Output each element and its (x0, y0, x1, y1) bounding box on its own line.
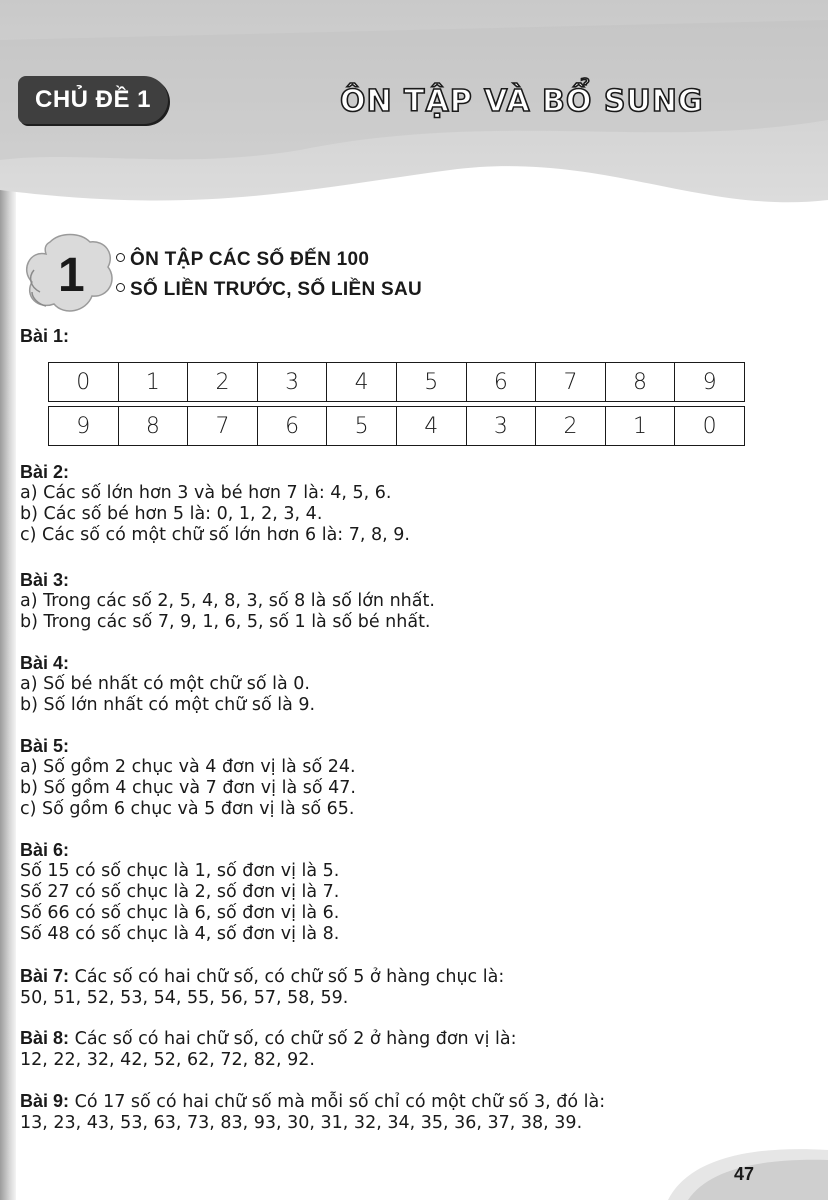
bai6-line: Số 15 có số chục là 1, số đơn vị là 5. (20, 861, 340, 881)
bai5-section (20, 736, 810, 820)
bai9-line-1 (20, 1091, 810, 1113)
bai5-label: Bài 5: (20, 736, 70, 756)
bai4-line: b) Số lớn nhất có một chữ số là 9. (20, 695, 316, 715)
number-cell: 0 (48, 362, 119, 402)
bai6-line: Số 48 có số chục là 4, số đơn vị là 8. (20, 924, 340, 944)
bai2-section (20, 462, 810, 546)
bai2-line: c) Các số có một chữ số lớn hơn 6 là: 7, 8, 9. (20, 525, 410, 545)
number-cell: 3 (467, 406, 537, 446)
lesson-title-1-text: ÔN TẬP CÁC SỐ ĐẾN 100 (130, 249, 370, 270)
number-cell: 7 (188, 406, 258, 446)
number-cell: 2 (188, 362, 258, 402)
number-cell: 7 (536, 362, 606, 402)
bai6-section (20, 840, 810, 945)
bai2-label: Bài 2: (20, 462, 70, 482)
number-cell: 3 (258, 362, 328, 402)
bai2-line: b) Các số bé hơn 5 là: 0, 1, 2, 3, 4. (20, 504, 323, 524)
number-cell: 9 (48, 406, 119, 446)
number-cell: 0 (675, 406, 745, 446)
lesson-title-1 (116, 249, 369, 271)
bai5-line: b) Số gồm 4 chục và 7 đơn vị là số 47. (20, 778, 356, 798)
bullet-circle-icon (116, 253, 125, 262)
bai7-label: Bài 7: (20, 966, 70, 986)
bai9-label: Bài 9: (20, 1091, 70, 1111)
bai7-section (20, 966, 810, 1009)
page-number: 47 (734, 1164, 755, 1184)
number-cell: 8 (606, 362, 676, 402)
number-cell: 4 (397, 406, 467, 446)
number-cell: 9 (675, 362, 745, 402)
bai8-label: Bài 8: (20, 1028, 70, 1048)
number-cell: 5 (397, 362, 467, 402)
bullet-circle-icon (116, 283, 125, 292)
bai9-line-2: 13, 23, 43, 53, 63, 73, 83, 93, 30, 31, 32, 34, 35, 36, 37, 38, 39. (20, 1113, 583, 1133)
bai6-line: Số 27 có số chục là 2, số đơn vị là 7. (20, 882, 340, 902)
chapter-title: ÔN TẬP VÀ BỔ SUNG (340, 84, 704, 119)
bai3-section (20, 570, 810, 633)
bai9-section (20, 1091, 810, 1134)
bai3-line: b) Trong các số 7, 9, 1, 6, 5, số 1 là số bé nhất. (20, 612, 431, 632)
bai8-text: Các số có hai chữ số, có chữ số 2 ở hàng đơn vị là: (69, 1029, 517, 1049)
number-cell: 6 (467, 362, 537, 402)
number-cell: 2 (536, 406, 606, 446)
number-cell: 1 (606, 406, 676, 446)
bai1-label: Bài 1: (20, 326, 70, 346)
bai7-text: Các số có hai chữ số, có chữ số 5 ở hàng chục là: (69, 967, 505, 987)
bai4-label: Bài 4: (20, 653, 70, 673)
topic-badge: CHỦ ĐỀ 1 (18, 76, 168, 124)
number-cell: 6 (258, 406, 328, 446)
bai4-line: a) Số bé nhất có một chữ số là 0. (20, 674, 310, 694)
number-cell: 8 (119, 406, 189, 446)
number-cell: 4 (327, 362, 397, 402)
lesson-title-2-text: SỐ LIỀN TRƯỚC, SỐ LIỀN SAU (130, 279, 423, 300)
number-row-descending (48, 406, 745, 446)
number-row-ascending (48, 362, 745, 402)
number-cell: 1 (119, 362, 189, 402)
bai6-line: Số 66 có số chục là 6, số đơn vị là 6. (20, 903, 340, 923)
bai6-label: Bài 6: (20, 840, 70, 860)
bai5-line: a) Số gồm 2 chục và 4 đơn vị là số 24. (20, 757, 356, 777)
bai8-line-2: 12, 22, 32, 42, 52, 62, 72, 82, 92. (20, 1050, 315, 1070)
bai9-text: Có 17 số có hai chữ số mà mỗi số chỉ có một chữ số 3, đó là: (69, 1092, 606, 1112)
bai7-line-1 (20, 966, 810, 988)
bai3-line: a) Trong các số 2, 5, 4, 8, 3, số 8 là số lớn nhất. (20, 591, 435, 611)
lesson-number: 1 (58, 249, 85, 302)
bai3-label: Bài 3: (20, 570, 70, 590)
number-cell: 5 (327, 406, 397, 446)
bai2-line: a) Các số lớn hơn 3 và bé hơn 7 là: 4, 5, 6. (20, 483, 392, 503)
bai8-line-1 (20, 1028, 810, 1050)
bai8-section (20, 1028, 810, 1071)
bai7-line-2: 50, 51, 52, 53, 54, 55, 56, 57, 58, 59. (20, 988, 349, 1008)
lesson-title-2 (116, 279, 422, 301)
bai4-section (20, 653, 810, 716)
bai5-line: c) Số gồm 6 chục và 5 đơn vị là số 65. (20, 799, 355, 819)
